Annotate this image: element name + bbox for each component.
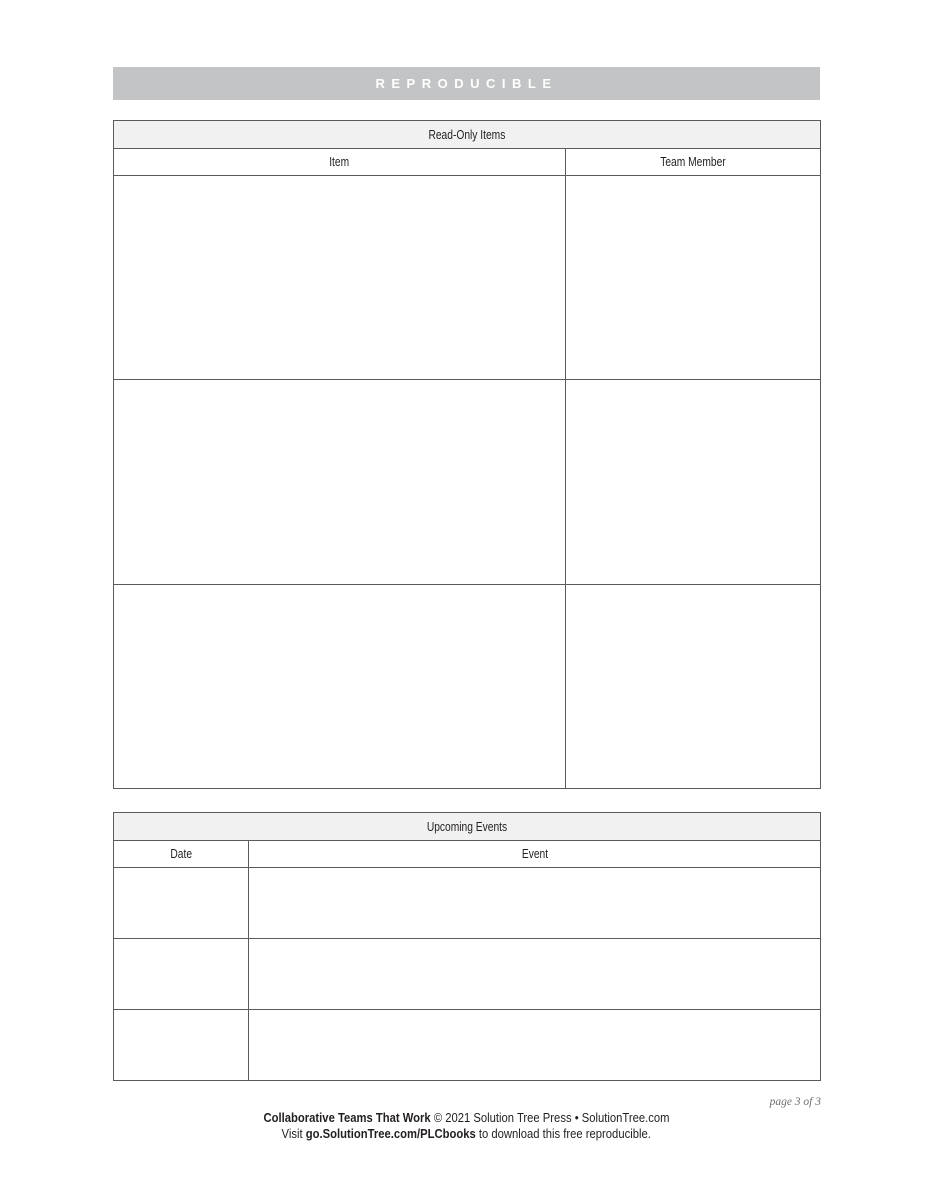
reproducible-banner	[113, 67, 820, 100]
table-row	[114, 380, 821, 585]
team-member-cell[interactable]	[566, 380, 821, 585]
item-cell[interactable]	[114, 176, 566, 380]
table-row	[114, 868, 821, 939]
event-cell[interactable]	[249, 1010, 821, 1081]
table-row	[114, 176, 821, 380]
column-header-team-member: Team Member	[566, 149, 821, 176]
date-cell[interactable]	[114, 868, 249, 939]
upcoming-events-title: Upcoming Events	[114, 813, 821, 841]
column-header-item: Item	[114, 149, 566, 176]
item-cell[interactable]	[114, 585, 566, 789]
footer-line-copyright	[264, 1110, 670, 1126]
column-header-date: Date	[114, 841, 249, 868]
visit-suffix: to download this free reproducible.	[479, 1127, 652, 1141]
column-header-event: Event	[249, 841, 821, 868]
banner-label: REPRODUCIBLE	[375, 76, 558, 91]
event-cell[interactable]	[249, 939, 821, 1010]
download-link[interactable]: go.SolutionTree.com/PLCbooks	[306, 1127, 477, 1141]
table-row	[114, 585, 821, 789]
footer	[0, 1110, 933, 1142]
upcoming-events-table	[113, 812, 821, 1081]
date-cell[interactable]	[114, 939, 249, 1010]
page-number: page 3 of 3	[769, 1096, 821, 1108]
footer-line-visit	[282, 1126, 651, 1142]
team-member-cell[interactable]	[566, 585, 821, 789]
team-member-cell[interactable]	[566, 176, 821, 380]
read-only-items-title: Read-Only Items	[114, 121, 821, 149]
book-title: Collaborative Teams That Work	[263, 1111, 431, 1125]
event-cell[interactable]	[249, 868, 821, 939]
copyright-text: © 2021 Solution Tree Press • SolutionTree.com	[433, 1111, 670, 1125]
table-row	[114, 939, 821, 1010]
visit-prefix: Visit	[281, 1127, 303, 1141]
table-row	[114, 1010, 821, 1081]
read-only-items-table	[113, 120, 821, 789]
item-cell[interactable]	[114, 380, 566, 585]
date-cell[interactable]	[114, 1010, 249, 1081]
